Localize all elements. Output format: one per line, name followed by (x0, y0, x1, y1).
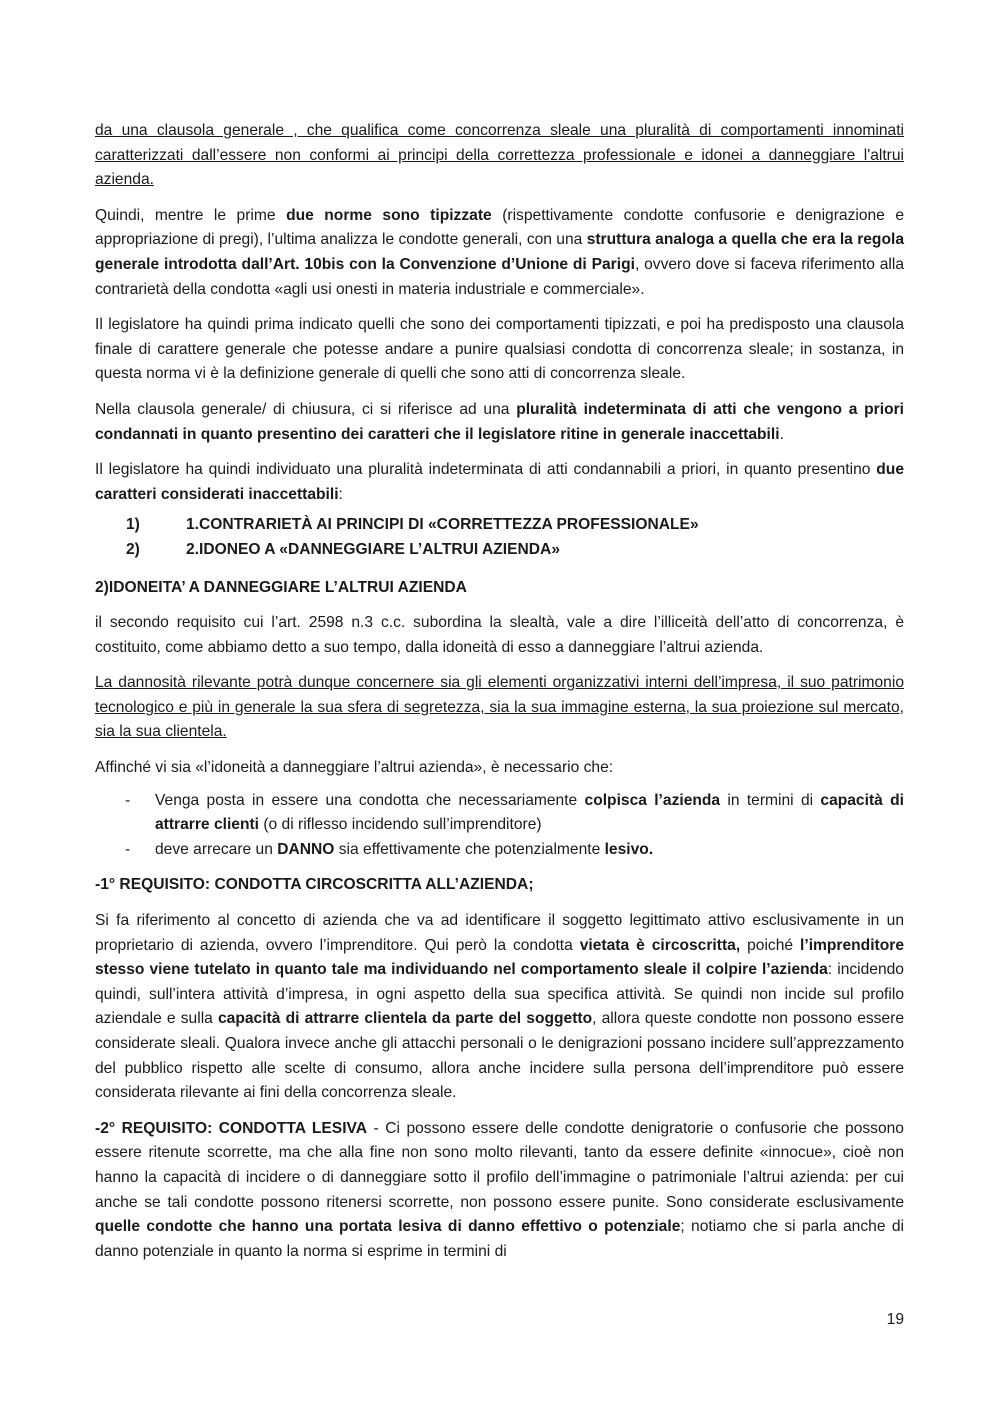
bold-span: pluralità indeterminata di atti che vengono a priori condannati in quanto presentino dei caratteri che il legislatore ritine in generale inaccettabili (95, 400, 904, 443)
paragraph-general-clause: da una clausola generale , che qualifica come concorrenza sleale una pluralità di comportamenti innominati caratterizzati dall’essere non conformi ai principi della correttezza professionale e idonei a danneggiare l'altrui azienda. (95, 122, 904, 189)
paragraph-relevant-damage: La dannosità rilevante potrà dunque concernere sia gli elementi organizzativi interni dell’impresa, il suo patrimonio tecnologico e più in generale la sua sfera di segretezza, sia la sua immagine esterna, la sua proiezione sul mercato, sia la sua clientela. (95, 674, 904, 741)
bold-span: DANNO (277, 840, 335, 858)
text-span: poiché (740, 936, 801, 954)
text-span: (rispettivamente condotte confusorie e denigrazione e appropriazione di pregi), l’ultima analizza le condotte generali, con una (95, 206, 905, 249)
bold-span: colpisca l’azienda (584, 791, 721, 809)
bold-span: due norme sono tipizzate (286, 206, 492, 224)
paragraph-legislator-final-clause: Il legislatore ha quindi prima indicato quelli che sono dei comportamenti tipizzati, e poi ha predisposto una clausola finale di carattere generale che potesse andare a punire qualsiasi condotta di concorrenza sleale; in sostanza, in questa norma vi è la definizione generale di quelli che sono atti di concorrenza sleale. (95, 316, 904, 383)
paragraph-harmful-conduct (95, 1117, 904, 1265)
text-span: Nella clausola generale/ di chiusura, ci si riferisce ad una (95, 400, 517, 418)
bold-span: -2° REQUISITO: CONDOTTA LESIVA (95, 1119, 368, 1137)
bold-span: capacità di attrarre clienti (155, 791, 904, 834)
numbered-list (95, 513, 904, 562)
list-item (95, 538, 904, 563)
text-span: - Ci possono essere delle condotte denigratorie o confusorie che possono essere ritenute scorrette, ma che alla fine non sono molto rilevanti, tanto da essere definite «innocue», cioè non hanno la capacità di incidere o di danneggiare sotto il profilo dell’immagine o patrimoniale l’altrui azienda: per cui anche se tali condotte possono ritenersi scorrette, non possono essere punite. Sono considerate esclusivamente (95, 1119, 904, 1211)
page-number: 19 (886, 1311, 904, 1328)
bold-span: struttura analoga a quella che era la regola generale introdotta dall’Art. 10bis con la Convenzione d’Unione di Parigi (95, 231, 904, 273)
list-number: 1) (126, 516, 140, 534)
text-span: : (338, 485, 343, 503)
text-span: : incidendo quindi, sull’intera attività d’impresa, in ogni aspetto della sua specifica attività. Se quindi non incide sul profilo aziendale e sulla (95, 961, 904, 1028)
paragraph-closing-clause (95, 398, 904, 447)
paragraph-necessary-conditions: Affinché vi sia «l’idoneità a danneggiare l’altrui azienda», è necessario che: (95, 759, 614, 777)
dash-list (95, 789, 904, 863)
text-span: Quindi, mentre le prime (95, 206, 287, 224)
paragraph-typified-norms (95, 204, 904, 302)
text-span: (o di riflesso incidendo sull’imprenditore) (259, 816, 542, 834)
list-item-text: 1.CONTRARIETÀ AI PRINCIPI DI «CORRETTEZZA PROFESSIONALE» (186, 516, 699, 534)
dash-bullet: - (125, 791, 131, 809)
dash-bullet: - (125, 840, 131, 858)
bold-span: vietata è circoscritta, (579, 936, 741, 954)
text-span: , allora queste condotte non possono essere considerate sleali. Qualora invece anche gli attacchi personali o le denigrazioni possano incidere sull’apprezzamento del pubblico rispetto alle scelte di consumo, allora anche incidere sulla persona dell’imprenditore può essere considerata rilevante ai fini della concorrenza sleale. (95, 1010, 904, 1102)
list-item-text: 2.IDONEO A «DANNEGGIARE L’ALTRUI AZIENDA» (186, 540, 560, 558)
list-item-text (155, 838, 904, 863)
text-span: ; notiamo che si parla anche di danno potenziale in quanto la norma si esprime in termini di (95, 1218, 904, 1260)
section-heading-idoneita: 2)IDONEITA’ A DANNEGGIARE L’ALTRUI AZIENDA (95, 578, 467, 596)
text-span: sia effettivamente che potenzialmente (334, 840, 605, 858)
bold-span: capacità di attrarre clientela da parte del soggetto (218, 1010, 593, 1028)
text-span: Si fa riferimento al concetto di azienda che va ad identificare il soggetto legittimato attivo esclusivamente in un proprietario di azienda, ovvero l’imprenditore. Qui però la condotta (95, 912, 904, 954)
bold-span: due caratteri considerati inaccettabili (95, 461, 904, 503)
text-span: Il legislatore ha quindi individuato una pluralità indeterminata di atti condannabili a priori, in quanto presentino (95, 461, 877, 479)
bold-span: lesivo. (604, 840, 654, 858)
list-item (95, 838, 904, 863)
bold-span: l’imprenditore stesso viene tutelato in quanto tale ma individuando nel comportamento sleale il colpire l’azienda (95, 936, 905, 979)
list-item (95, 513, 904, 538)
text-span: Venga posta in essere una condotta che necessariamente (155, 791, 585, 809)
list-item (95, 789, 904, 838)
text-span: in termini di (720, 791, 821, 809)
text-span: , ovvero dove si faceva riferimento alla contrarietà della condotta «agli usi onesti in materia industriale e commerciale». (95, 255, 904, 298)
bold-span: quelle condotte che hanno una portata lesiva di danno effettivo o potenziale (95, 1218, 681, 1236)
text-span: . (779, 425, 784, 443)
list-number: 2) (126, 540, 140, 558)
list-item-text (155, 789, 904, 838)
paragraph-circumscribed-conduct (95, 909, 904, 1106)
text-span: deve arrecare un (155, 840, 278, 858)
paragraph-second-requirement: il secondo requisito cui l’art. 2598 n.3 c.c. subordina la slealtà, vale a dire l’illiceità dell’atto di concorrenza, è costituito, come abbiamo detto a suo tempo, dalla idoneità di esso a danneggiare l’altrui azienda. (95, 614, 904, 656)
section-heading-first-requirement: -1° REQUISITO: CONDOTTA CIRCOSCRITTA ALL’AZIENDA; (95, 876, 534, 894)
paragraph-two-characters (95, 458, 904, 507)
